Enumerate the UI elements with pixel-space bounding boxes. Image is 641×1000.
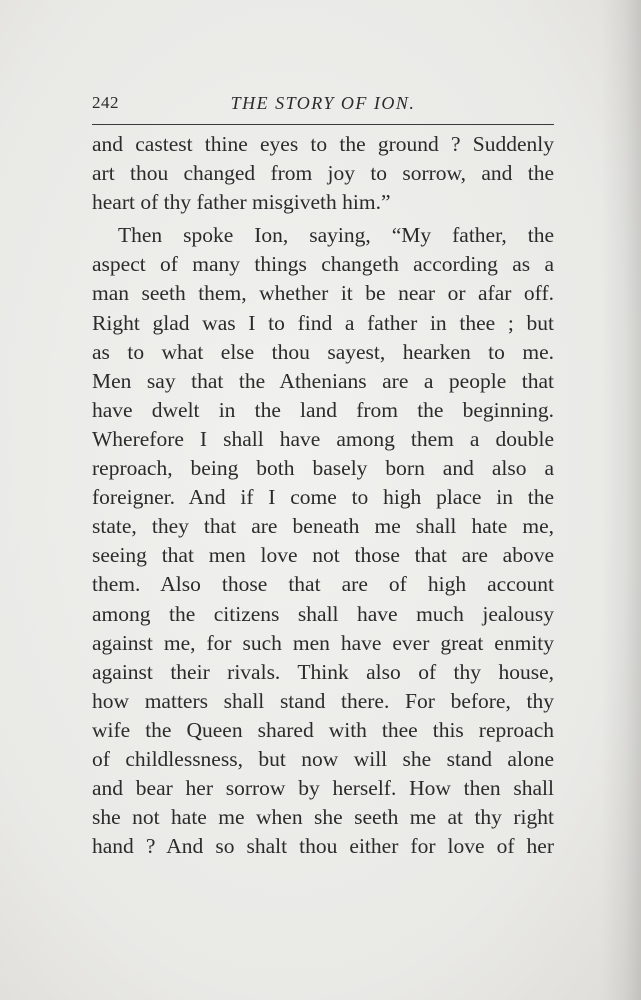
running-title: THE STORY OF ION.: [230, 93, 416, 113]
body-text: [92, 130, 554, 861]
text-line: hand ? And so shalt thou either for love of her: [92, 834, 554, 859]
text-line: state, they that are beneath me shall hate me,: [92, 514, 554, 539]
text-line: reproach, being both basely born and also a: [92, 456, 554, 481]
text-line: heart of thy father misgiveth him.”: [92, 190, 391, 215]
text-line: she not hate me when she seeth me at thy right: [92, 805, 554, 830]
text-line: Wherefore I shall have among them a double: [92, 426, 554, 451]
text-line: art thou changed from joy to sorrow, and the: [92, 161, 554, 186]
header-rule: [92, 124, 554, 125]
text-line: and bear her sorrow by herself. How then shall: [92, 776, 554, 801]
text-line: as to what else thou sayest, hearken to me.: [92, 339, 554, 364]
page-number: 242: [92, 93, 119, 112]
text-line: foreigner. And if I come to high place in the: [92, 485, 554, 510]
text-line: Right glad was I to find a father in thee ; but: [92, 310, 554, 335]
text-line: and castest thine eyes to the ground ? Suddenly: [92, 132, 554, 156]
text-line: among the citizens shall have much jealousy: [92, 601, 554, 626]
running-head: [92, 93, 554, 117]
text-line: wife the Queen shared with thee this reproach: [92, 717, 554, 742]
text-line: aspect of many things changeth according as a: [92, 252, 554, 277]
text-line: Men say that the Athenians are a people that: [92, 368, 554, 393]
text-line: them. Also those that are of high account: [92, 572, 554, 597]
text-line: against their rivals. Think also of thy house,: [92, 659, 554, 684]
text-line: have dwelt in the land from the beginning.: [92, 397, 554, 422]
text-line: seeing that men love not those that are above: [92, 543, 554, 568]
text-line: against me, for such men have ever great enmity: [92, 630, 554, 655]
text-line: man seeth them, whether it be near or afar off.: [92, 281, 554, 306]
page-edge-shadow: [601, 0, 641, 1000]
text-line: of childlessness, but now will she stand alone: [92, 746, 554, 771]
text-line: Then spoke Ion, saying, “My father, the: [118, 223, 554, 248]
text-line: how matters shall stand there. For before, thy: [92, 688, 554, 713]
